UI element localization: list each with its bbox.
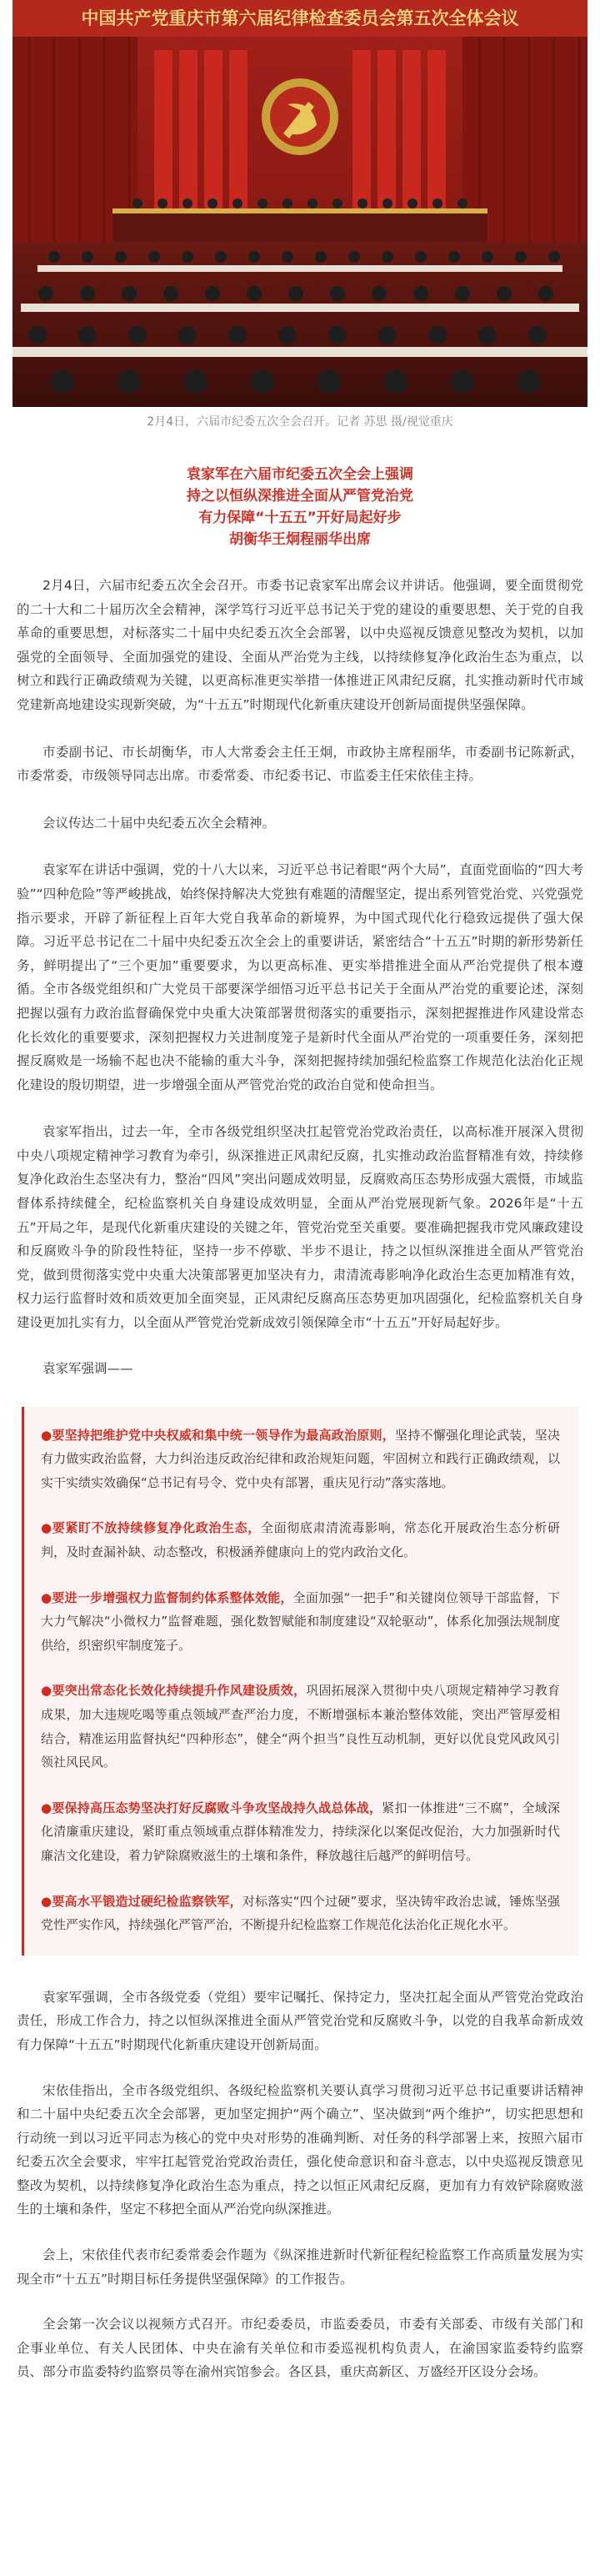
paragraph: 宋依佳指出，全市各级党组织、各级纪检监察机关要认真学习贯彻习近平总书记重要讲话精神和二十届中央纪委五次全会部署，更加坚定拥护“两个确立”、坚决做到“两个维护”，切实把思想和行动统一到以习近平同志为核心的党中央对形势的准确判断、对任务的科学部署上来，按照六届市纪委五次全会要求，牢牢扛起管党治党政治责任，强化使命意识和奋斗意志，以中央巡视反馈意见整改为契机，以持续修复净化政治生态为重点，持之以恒正风肃纪反腐，更加有力有效铲除腐败滋生的土壤和条件，坚定不移把全面从严治党向纵深推进。	[17, 2082, 583, 2217]
key-point-text: 巩固拓展深入贯彻中央八项规定精神学习教育成果，加大违规吃喝等重点领域严查严治力度，不断增强标本兼治整体效能，突出严管厚爱相结合，精准运用监督执纪“四种形态”，健全“两个担当”良性互动机制，更好以优良党风政风引领社风民风。	[41, 1683, 560, 1770]
key-point-text: 全面彻底肃清流毒影响，常态化开展政治生态分析研判，及时查漏补缺、动态整改，积极涵养健康向上的党内政治文化。	[41, 1520, 560, 1559]
key-point-text: 全面加强“一把手”和关键岗位领导干部监督，下大力气解决“小微权力”监督难题，强化数智赋能和制度建设“双轮驱动”，体系化加强法规制度供给，织密织牢制度笼子。	[41, 1589, 561, 1653]
paragraph: 袁家军强调，全市各级党委（党组）要牢记嘱托、保持定力，坚决扛起全面从严管党治党政治责任，形成工作合力，持之以恒纵深推进全面从严管党治党和反腐败斗争，以党的自我革命新成效有力保障“十五五”时期现代化新重庆建设开创新局面。	[17, 1989, 583, 2052]
paragraph: 全会第一次会议以视频方式召开。市纪委委员，市监委委员，市委有关部委、市级有关部门和企事业单位、有关人民团体、中央在渝有关单位和市委巡视机构负责人，在渝国家监委特约监察员、部分市监委特约监察员等在渝州宾馆参会。各区县，重庆高新区、万盛经开区设分会场。	[17, 2317, 583, 2380]
headline-line-4: 胡衡华王炯程丽华出席	[229, 531, 371, 548]
key-point	[41, 1796, 560, 1868]
key-point-lead: 要保持高压态势坚决打好反腐败斗争攻坚战持久战总体战，	[52, 1800, 382, 1815]
key-point	[41, 1424, 560, 1495]
key-point-text: 坚持不懈强化理论武装，坚决有力做实政治监督，大力纠治违反政治纪律和政治规矩问题，牢固树立和践行正确政绩观，以实干实绩实效确保“总书记有号令、党中央有部署，重庆见行动”落实落地。	[41, 1427, 560, 1490]
paragraph: 2月4日，六届市纪委五次全会召开。市委书记袁家军出席会议并讲话。他强调，要全面贯彻党的二十大和二十届历次全会精神，深学笃行习近平总书记关于党的建设的重要思想、关于党的自我革命的重要思想，对标落实二十届中央纪委五次全会部署，以中央巡视反馈意见整改为契机，以加强党的全面领导、全面加强党的建设、全面从严治党为主线，以持续修复净化政治生态为重点，以树立和践行正确政绩观为关键，以更高标准更实举措一体推进正风肃纪反腐，扎实推动新时代市域党建新高地建设实现新突破，为“十五五”时期现代化新重庆建设开创新局面提供坚强保障。	[17, 578, 583, 712]
photo-caption: 2月4日，六届市纪委五次全会召开。记者 苏思 摄/视觉重庆	[147, 415, 453, 429]
paragraph: 市委副书记、市长胡衡华，市人大常委会主任王炯，市政协主席程丽华，市委副书记陈新武，市委常委，市级领导同志出席。市委常委、市纪委书记、市监委主任宋依佳主持。	[17, 744, 583, 784]
headline-line-3: 有力保障“十五五”开好局起好步	[198, 510, 402, 526]
bullet-icon: ●	[41, 1683, 52, 1699]
bullet-icon: ●	[41, 1520, 52, 1536]
meeting-hall-illustration	[12, 0, 588, 407]
headline	[25, 464, 575, 550]
section-label: 袁家军强调——	[42, 1360, 133, 1376]
key-point-text: 紧扣一体推进“三不腐”，全域深化清廉重庆建设，紧盯重点领域重点群体精准发力，持续深化以案促改促治，大力加强新时代廉洁文化建设，着力铲除腐败滋生的土壤和条件，释放越往后越严的鲜明信号。	[41, 1800, 560, 1863]
key-points-box	[22, 1407, 578, 1956]
key-point-lead: 要高水平锻造过硬纪检监察铁军，	[52, 1893, 242, 1909]
bullet-icon: ●	[41, 1589, 52, 1605]
article-body	[17, 574, 583, 1380]
key-point-lead: 要坚持把维护党中央权威和集中统一领导作为最高政治原则，	[52, 1427, 396, 1443]
meeting-photo	[12, 0, 588, 407]
key-point-lead: 要紧盯不放持续修复净化政治生态，	[52, 1520, 261, 1536]
paragraph: 袁家军在讲话中强调，党的十八大以来，习近平总书记着眼“两个大局”，直面党面临的“四大考验”“四种危险”等严峻挑战，始终保持解决大党独有难题的清醒坚定，提出系列管党治党、兴党强党指示要求，开辟了新征程上百年大党自我革命的新境界，为中国式现代化行稳致远提供了强大保障。习近平总书记在二十届中央纪委五次全会上的重要讲话，紧密结合“十五五”时期的新形势新任务，鲜明提出了“三个更加”重要要求，为以更高标准、更实举措推进全面从严治党提供了根本遵循。全市各级党组织和广大党员干部要深学细悟习近平总书记关于全面从严治党的重要论述，深刻把握以强有力政治监督确保党中央重大决策部署贯彻落实的重要指示，深刻把握推进作风建设常态化长效化的重要要求，深刻把握权力关进制度笼子是新时代全面从严治党的一项重要任务，深刻把握反腐败是一场输不起也决不能输的重大斗争，深刻把握持续加强纪检监察工作规范化法治化正规化建设的殷切期望，进一步增强全面从严管党治党的政治自觉和使命担当。	[17, 862, 583, 1092]
paragraph: 会上，宋依佳代表市纪委常委会作题为《纵深推进新时代新征程纪检监察工作高质量发展为实现全市“十五五”时期目标任务提供坚强保障》的工作报告。	[17, 2247, 583, 2287]
key-point	[41, 1679, 560, 1774]
bullet-icon: ●	[41, 1427, 52, 1443]
key-point	[41, 1890, 560, 1937]
headline-line-1: 袁家军在六届市纪委五次全会上强调	[187, 466, 413, 483]
key-point-lead: 要进一步增强权力监督制约体系整体效能，	[52, 1589, 293, 1605]
bullet-icon: ●	[41, 1893, 52, 1909]
key-point-lead: 要突出常态化长效化持续提升作风建设质效，	[52, 1683, 307, 1699]
key-point	[41, 1586, 560, 1658]
article-tail	[17, 1986, 583, 2384]
paragraph: 袁家军指出，过去一年，全市各级党组织坚决扛起管党治党政治责任，以高标准开展深入贯彻中央八项规定精神学习教育为牵引，纵深推进正风肃纪反腐，扎实推动政治监督精准有效，持续修复净化政治生态坚决有力，整治“四风”突出问题成效明显，反腐败高压态势形成强大震慑，市域监督体系持续健全，纪检监察机关自身建设成效明显，全面从严治党展现新气象。2026年是“十五五”开局之年，是现代化新重庆建设的关键之年，管党治党至关重要。要准确把握我市党风廉政建设和反腐败斗争的阶段性特征，坚持一步不停歇、半步不退让，持之以恒纵深推进全面从严管党治党，做到贯彻落实党中央重大决策部署更加坚决有力，肃清流毒影响净化政治生态更加精准有效，权力运行监督时效和质效更加全面突显，正风肃纪反腐高压态势更加巩固强化，纪检监察机关自身建设更加扎实有力，以全面从严管党治党新成效引领保障全市“十五五”开好局起好步。	[17, 1124, 583, 1331]
key-point-text: 对标落实“四个过硬”要求，坚决铸牢政治忠诚，锤炼坚强党性严实作风，持续强化严管严治，不断提升纪检监察工作规范化法治化正规化水平。	[41, 1893, 560, 1933]
photo-banner-text: 中国共产党重庆市第六届纪律检查委员会第五次全体会议	[81, 8, 519, 28]
key-point	[41, 1516, 560, 1564]
paragraph: 会议传达二十届中央纪委五次全会精神。	[42, 815, 276, 831]
bullet-icon: ●	[41, 1800, 52, 1815]
headline-line-2: 持之以恒纵深推进全面从严管党治党	[187, 488, 413, 505]
